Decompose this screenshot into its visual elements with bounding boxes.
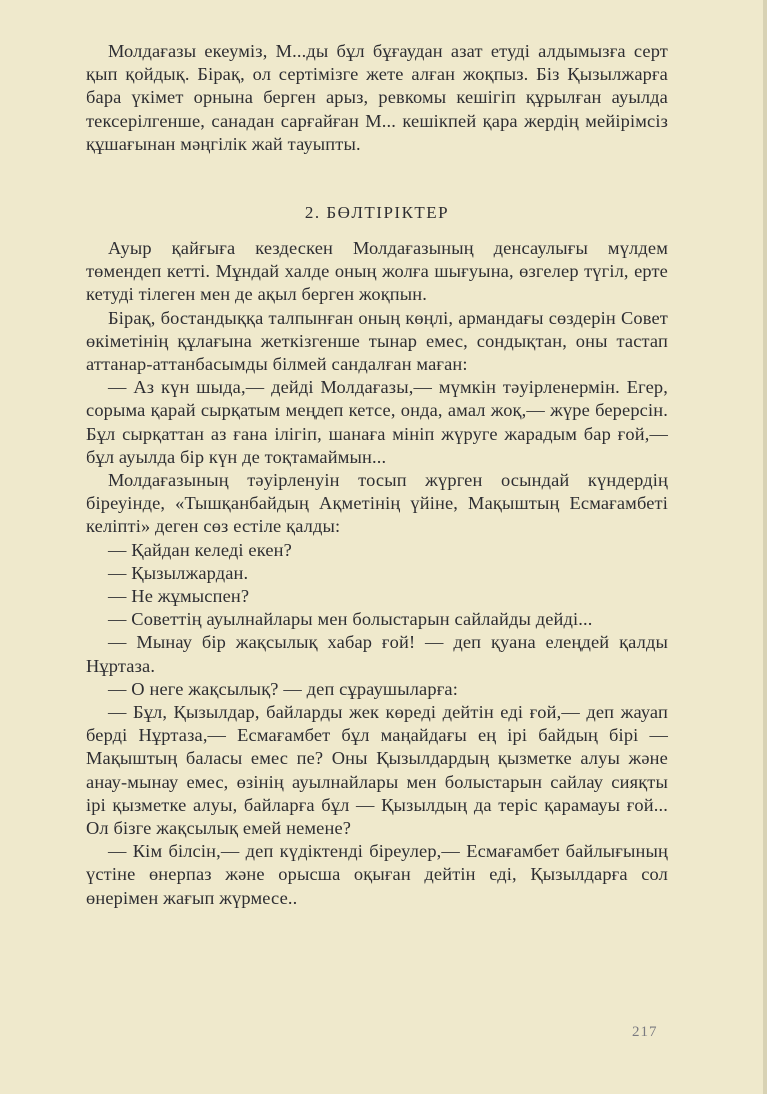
dialogue-line: — Аз күн шыда,— дейді Молдағазы,— мүмкін тәуірленермін. Егер, сорыма қарай сырқатым меңдеп кетсе, онда, амал жоқ,— жүре берерсін. Бұл сырқаттан аз ғана ілігіп, шанаға мініп жүруге жарадым бар ғой,— бұл ауылда бір күн де тоқтамаймын... bbox=[86, 377, 668, 467]
chapter-body bbox=[86, 237, 668, 910]
dialogue-line: — Кім білсін,— деп күдіктенді біреулер,— Есмағамбет байлығының үстіне өнерпаз және орысша оқыған дейтін еді, Қызылдарға сол өнерімен жағып жүрмесе.. bbox=[86, 841, 668, 908]
body-paragraph: Бірақ, бостандыққа талпынған оның көңлі, армандағы сөздерін Совет өкіметінің құлағына жеткізгенше тынар емес, сондықтан, оны тастап аттанар-аттанбасымды білмей сандалған маған: bbox=[86, 307, 668, 375]
dialogue-line: — Мынау бір жақсылық хабар ғой! — деп қуана елеңдей қалды Нұртаза. bbox=[86, 632, 668, 676]
body-paragraph: Ауыр қайғыға кездескен Молдағазының денсаулығы мүлдем төмендеп кетті. Мұндай халде оның жолға шығуына, өзгелер түгіл, ерте кетуді тілеген мен де ақыл берген жоқпын. bbox=[86, 238, 668, 305]
dialogue-line: — Не жұмыспен? bbox=[108, 586, 250, 607]
body-paragraph: Молдағазының тәуірленуін тосып жүрген осындай күндердің біреуінде, «Тышқанбайдың Ақметінің үйіне, Мақыштың Есмағамбеті келіпті» деген сөз естіле қалды: bbox=[86, 470, 668, 537]
opening-paragraph: Молдағазы екеуміз, М...ды бұл бұғаудан азат етуді алдымызға серт қып қойдық. Бірақ, ол сертімізге жете алған жоқпыз. Біз Қызылжарға бара үкімет орнына берген арыз, ревкомы кешігіп құрылған ауылда тексерілгенше, санадан сарғайған М... кешікпей қара жердің мейірімсіз құшағынан мәңгілік жай тауыпты. bbox=[86, 41, 668, 154]
dialogue-line: — Қызылжардан. bbox=[108, 562, 249, 583]
dialogue-line: — О неге жақсылық? — деп сұраушыларға: bbox=[108, 678, 458, 699]
chapter-heading: 2. БӨЛТІРІКТЕР bbox=[304, 203, 450, 222]
dialogue-line: — Бұл, Қызылдар, байларды жек көреді дейтін еді ғой,— деп жауап берді Нұртаза,— Есмағамбет бұл маңайдағы ең ірі байдың бірі — Мақыштың баласы емес пе? Оны Қызылдардың қызметке алуы және анау-мынау емес, өзінің ауылнайлары мен болыстарын сайлау сияқты ірі қызметке алуы, байларға бұл — Қызылдың да теріс қарамауы ғой... Ол бізге жақсылық емей немене? bbox=[86, 702, 668, 839]
page-number: 217 bbox=[632, 1024, 658, 1040]
opening-text-block bbox=[86, 40, 668, 156]
dialogue-line: — Советтің ауылнайлары мен болыстарын сайлайды дейді... bbox=[108, 609, 593, 630]
dialogue-line: — Қайдан келеді екен? bbox=[108, 539, 292, 560]
